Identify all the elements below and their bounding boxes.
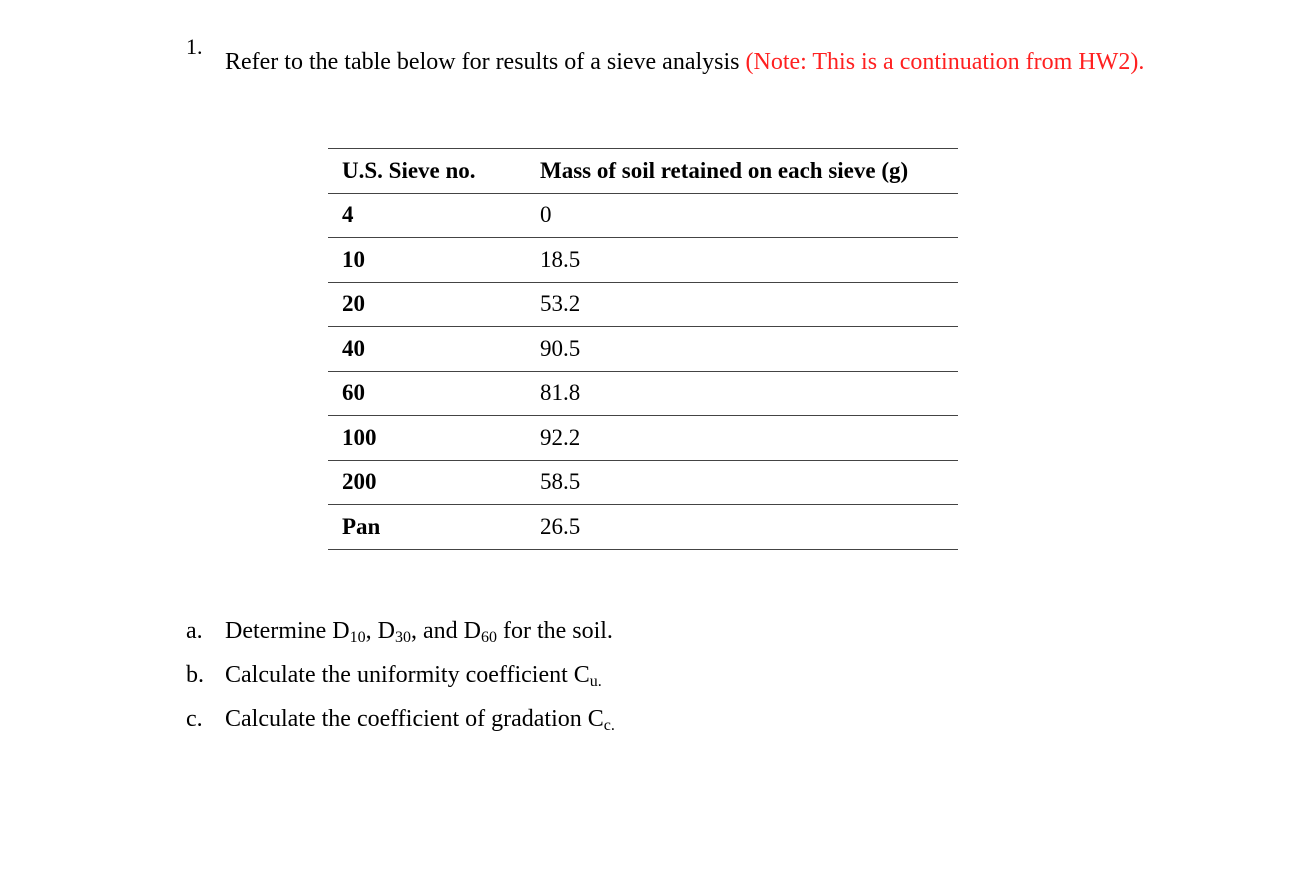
part-a-text-1: Determine D — [225, 618, 350, 644]
part-a — [186, 613, 615, 657]
sieve-no-cell: 200 — [328, 460, 540, 505]
subscript-c: c. — [603, 717, 615, 734]
sieve-no-cell: 40 — [328, 327, 540, 372]
sieve-no-cell: 60 — [328, 371, 540, 416]
sub-questions — [186, 613, 615, 745]
table-row — [328, 238, 958, 283]
question-prompt — [225, 47, 1155, 77]
part-a-text-3: , and D — [410, 618, 481, 644]
continuation-note: (Note: This is a continuation from HW2). — [745, 49, 1145, 75]
table-header-row — [328, 149, 958, 194]
part-a-text-4: for the soil. — [496, 618, 613, 644]
part-b-label: b. — [186, 662, 204, 688]
subscript-10: 10 — [349, 629, 366, 646]
part-b-text — [225, 657, 602, 700]
table-row — [328, 282, 958, 327]
mass-cell: 26.5 — [540, 505, 958, 550]
sieve-analysis-table — [328, 148, 958, 550]
mass-cell: 81.8 — [540, 371, 958, 416]
part-b — [186, 657, 615, 701]
subscript-30: 30 — [394, 629, 411, 646]
part-c-text-1: Calculate the coefficient of gradation C — [225, 706, 604, 732]
table-row — [328, 327, 958, 372]
part-c-text — [225, 701, 615, 744]
mass-cell: 0 — [540, 193, 958, 238]
sieve-no-cell: Pan — [328, 505, 540, 550]
part-c-label: c. — [186, 706, 203, 732]
subscript-60: 60 — [480, 629, 497, 646]
sieve-no-cell: 4 — [328, 193, 540, 238]
part-a-text-2: , D — [365, 618, 395, 644]
table-row — [328, 460, 958, 505]
mass-cell: 18.5 — [540, 238, 958, 283]
sieve-no-cell: 10 — [328, 238, 540, 283]
mass-cell: 92.2 — [540, 416, 958, 461]
part-a-text — [225, 613, 613, 656]
header-mass-retained: Mass of soil retained on each sieve (g) — [540, 149, 958, 194]
sieve-no-cell: 100 — [328, 416, 540, 461]
table-row — [328, 371, 958, 416]
sieve-no-cell: 20 — [328, 282, 540, 327]
subscript-u: u. — [589, 673, 602, 690]
part-a-label: a. — [186, 618, 203, 644]
part-c — [186, 701, 615, 745]
mass-cell: 90.5 — [540, 327, 958, 372]
mass-cell: 53.2 — [540, 282, 958, 327]
table-row — [328, 505, 958, 550]
part-b-text-1: Calculate the uniformity coefficient C — [225, 662, 590, 688]
header-sieve-no: U.S. Sieve no. — [328, 149, 540, 194]
table-row — [328, 193, 958, 238]
mass-cell: 58.5 — [540, 460, 958, 505]
question-number: 1. — [186, 34, 203, 59]
intro-text: Refer to the table below for results of a sieve analysis — [225, 49, 746, 75]
table-row — [328, 416, 958, 461]
